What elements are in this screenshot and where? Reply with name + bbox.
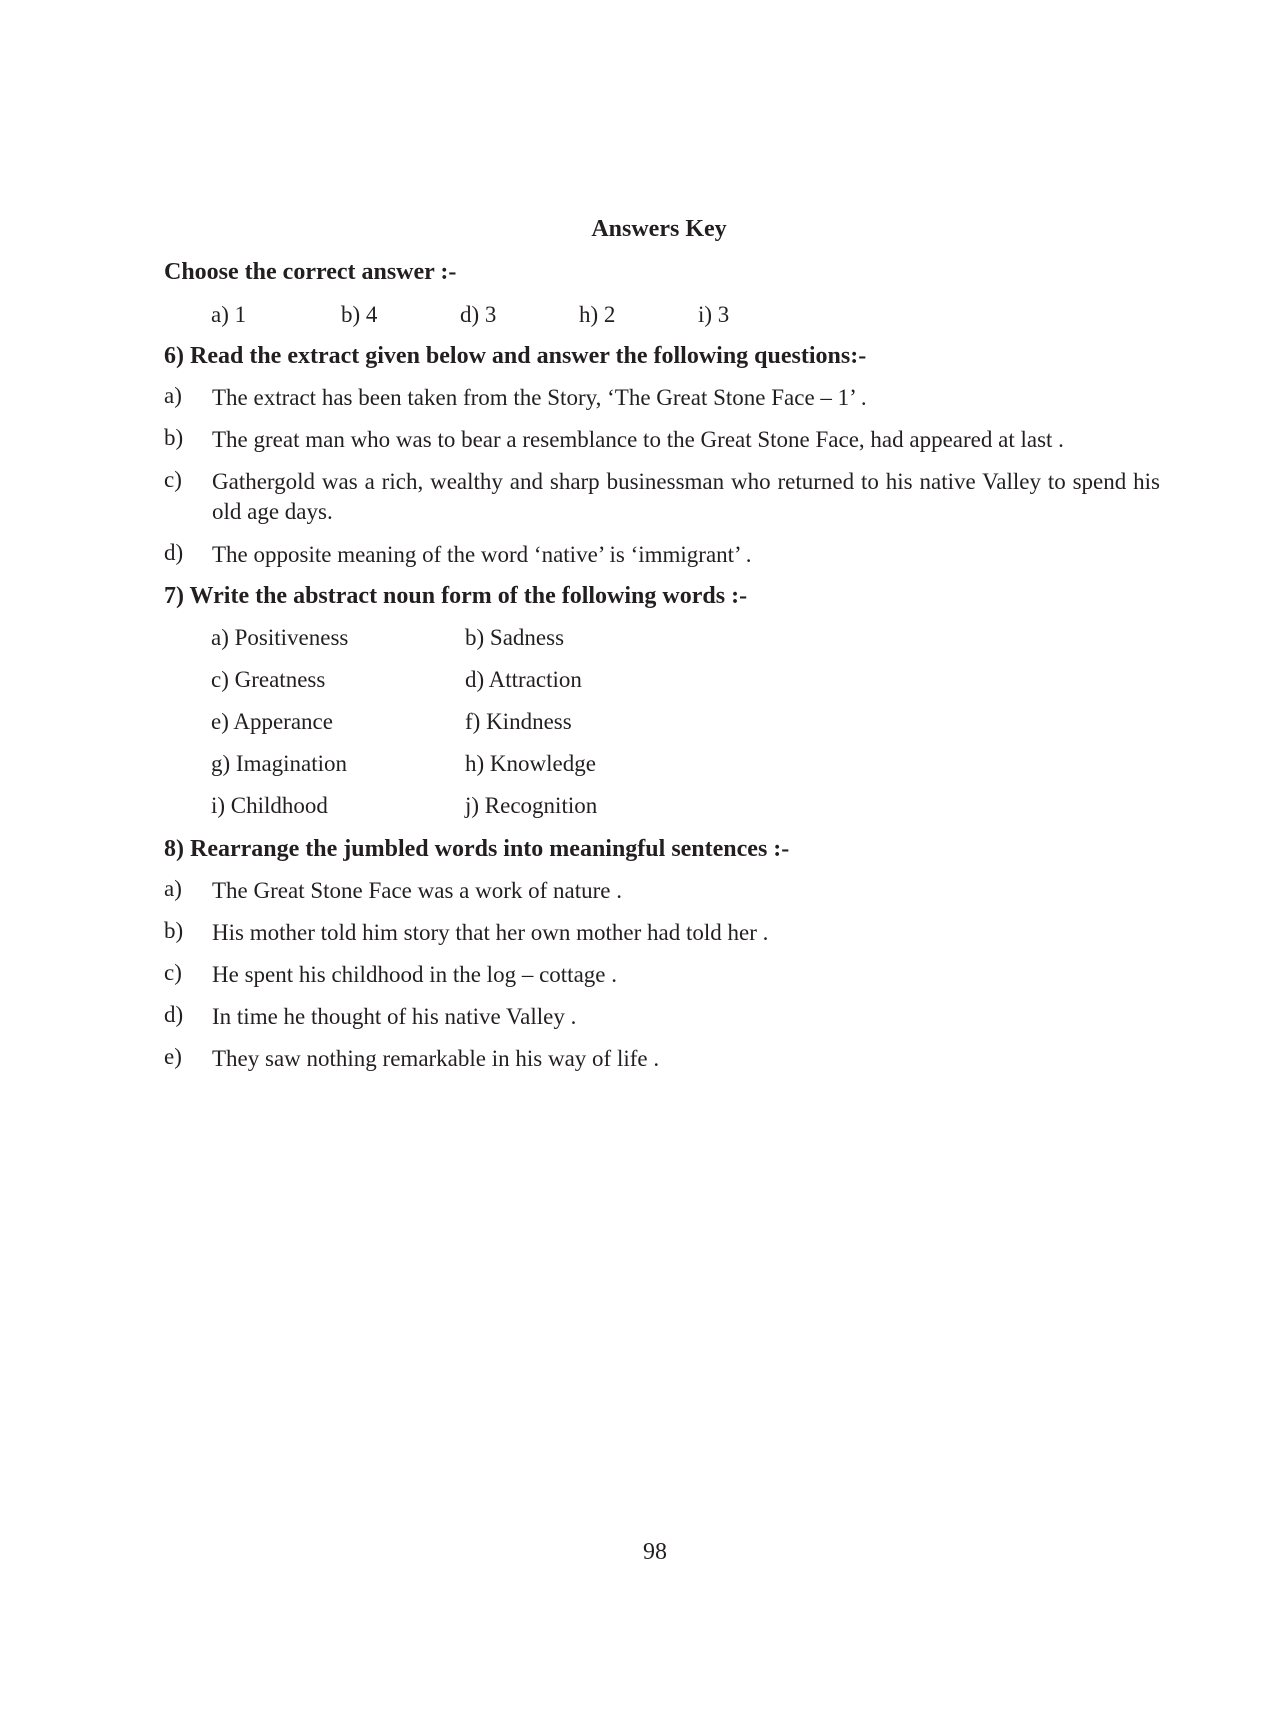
noun-answer: d) Attraction (465, 667, 582, 692)
item-label: e) (164, 1044, 182, 1069)
mcq-answer: h) 2 (579, 302, 616, 327)
item-label: b) (164, 425, 184, 450)
item-text: The opposite meaning of the word ‘native’ is ‘immigrant’ . (212, 542, 752, 567)
mcq-answer: d) 3 (460, 302, 497, 327)
item-label: d) (164, 1002, 184, 1027)
mcq-answer: b) 4 (341, 302, 378, 327)
q8-heading: 8) Rearrange the jumbled words into meaningful sentences :- (164, 836, 790, 862)
item-text: In time he thought of his native Valley . (212, 1004, 577, 1029)
noun-answer: b) Sadness (465, 625, 565, 650)
item-label: d) (164, 540, 184, 565)
mcq-heading: Choose the correct answer :- (164, 259, 457, 285)
page-number: 98 (643, 1539, 667, 1565)
item-text: The Great Stone Face was a work of nature . (212, 878, 623, 903)
item-text: His mother told him story that her own mother had told her . (212, 920, 769, 945)
page-title: Answers Key (591, 216, 727, 242)
noun-answer: f) Kindness (465, 709, 572, 734)
item-text: They saw nothing remarkable in his way of life . (212, 1046, 660, 1071)
item-text: Gathergold was a rich, wealthy and sharp businessman who returned to his native Valley to spend his old age days. (212, 469, 1160, 524)
noun-answer: g) Imagination (211, 751, 348, 776)
item-label: c) (164, 467, 182, 492)
item-text: He spent his childhood in the log – cottage . (212, 962, 617, 987)
q6-heading: 6) Read the extract given below and answer the following questions:- (164, 343, 867, 369)
noun-answer: i) Childhood (211, 793, 328, 818)
noun-answer: e) Apperance (211, 709, 333, 734)
item-text: The extract has been taken from the Story, ‘The Great Stone Face – 1’ . (212, 385, 867, 410)
item-label: a) (164, 876, 182, 901)
item-label: a) (164, 383, 182, 408)
item-label: b) (164, 918, 184, 943)
mcq-answer: a) 1 (211, 302, 247, 327)
noun-answer: j) Recognition (465, 793, 598, 818)
item-label: c) (164, 960, 182, 985)
mcq-answer: i) 3 (698, 302, 730, 327)
item-text: The great man who was to bear a resemblance to the Great Stone Face, had appeared at last . (212, 427, 1064, 452)
noun-answer: h) Knowledge (465, 751, 596, 776)
noun-answer: c) Greatness (211, 667, 326, 692)
q7-heading: 7) Write the abstract noun form of the following words :- (164, 583, 748, 609)
noun-answer: a) Positiveness (211, 625, 349, 650)
